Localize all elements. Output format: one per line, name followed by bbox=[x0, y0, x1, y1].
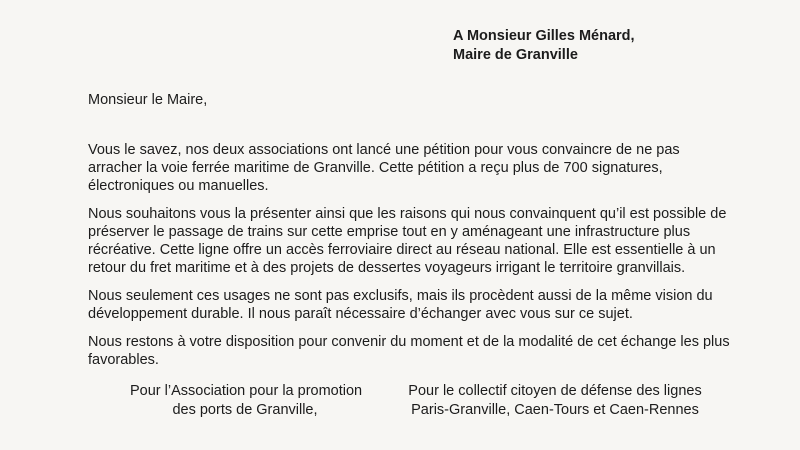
paragraph-line: arracher la voie ferrée maritime de Granville. Cette pétition a reçu plus de 700 signatures, bbox=[88, 160, 663, 176]
signature-right bbox=[400, 382, 710, 419]
signature-left-line1: Pour l’Association pour la promotion bbox=[130, 383, 363, 399]
signature-left-line2: des ports de Granville, bbox=[172, 401, 318, 418]
signature-right-line2: Paris-Granville, Caen-Tours et Caen-Rennes bbox=[411, 401, 699, 418]
paragraph-line: Nous restons à votre disposition pour convenir du moment et de la modalité de cet échange les plus bbox=[88, 334, 730, 350]
paragraph-closing bbox=[88, 333, 728, 369]
paragraph-line: favorables. bbox=[88, 352, 159, 368]
paragraph-line: Vous le savez, nos deux associations ont lancé une pétition pour vous convaincre de ne pas bbox=[88, 142, 680, 158]
letter-body bbox=[88, 141, 728, 379]
paragraph-line: Nous seulement ces usages ne sont pas exclusifs, mais ils procèdent aussi de la même vision du bbox=[88, 288, 713, 304]
recipient-block bbox=[453, 27, 635, 65]
recipient-title: Maire de Granville bbox=[453, 47, 578, 63]
paragraph-line: Nous souhaitons vous la présenter ainsi que les raisons qui nous convainquent qu’il est possible de bbox=[88, 206, 727, 222]
recipient-name: A Monsieur Gilles Ménard, bbox=[453, 28, 635, 44]
signature-left bbox=[130, 382, 363, 419]
paragraph-line: retour du fret maritime et à des projets de dessertes voyageurs irrigant le territoire granvillais. bbox=[88, 260, 686, 276]
paragraph-line: développement durable. Il nous paraît nécessaire d’échanger avec vous sur ce sujet. bbox=[88, 306, 633, 322]
paragraph-line: électroniques ou manuelles. bbox=[88, 178, 269, 194]
paragraph-line: récréative. Cette ligne offre un accès ferroviaire direct au réseau national. Elle est essentielle à un bbox=[88, 242, 716, 258]
paragraph-line: préserver le passage de trains sur cette emprise tout en y aménageant une infrastructure plus bbox=[88, 224, 691, 240]
paragraph-reasons bbox=[88, 205, 728, 277]
signature-right-line1: Pour le collectif citoyen de défense des lignes bbox=[408, 383, 702, 399]
salutation: Monsieur le Maire, bbox=[88, 92, 208, 108]
paragraph-petition bbox=[88, 141, 728, 195]
paragraph-usages bbox=[88, 287, 728, 323]
